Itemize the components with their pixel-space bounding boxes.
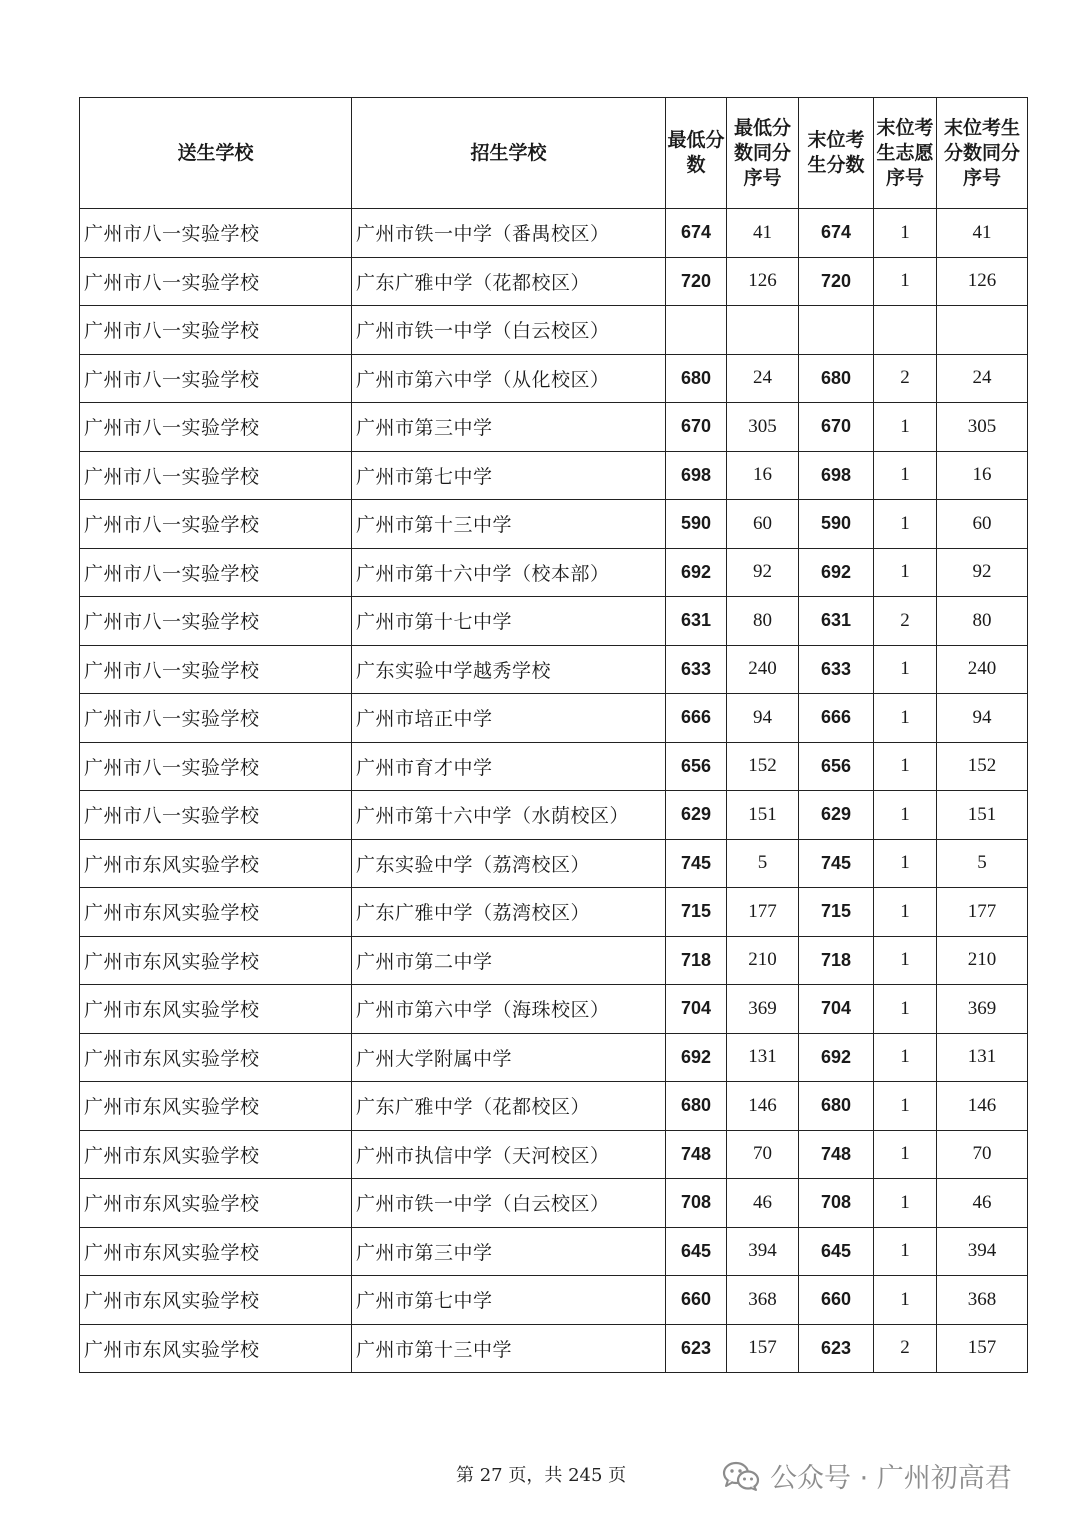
- sending-school-cell: 广州市东风实验学校: [80, 839, 352, 888]
- last-student-choice-rank-cell: 1: [874, 888, 937, 937]
- last-student-tie-rank-cell: 46: [937, 1179, 1028, 1228]
- last-student-tie-rank-cell: 24: [937, 354, 1028, 403]
- admitting-school-cell: 广东广雅中学（花都校区）: [352, 257, 666, 306]
- sending-school-cell: 广州市东风实验学校: [80, 1130, 352, 1179]
- min-score-cell: [666, 306, 727, 355]
- watermark-text: 公众号 · 广州初高君: [770, 1463, 1012, 1494]
- sending-school-cell: 广州市八一实验学校: [80, 597, 352, 646]
- last-student-choice-rank-cell: 1: [874, 257, 937, 306]
- min-score-tie-rank-cell: 177: [727, 888, 799, 937]
- admitting-school-cell: 广州市第三中学: [352, 1227, 666, 1276]
- sending-school-cell: 广州市东风实验学校: [80, 1033, 352, 1082]
- table-row: [80, 1130, 1028, 1179]
- min-score-cell: 674: [666, 209, 727, 258]
- last-student-tie-rank-cell: 369: [937, 985, 1028, 1034]
- sending-school-cell: 广州市东风实验学校: [80, 888, 352, 937]
- last-student-choice-rank-cell: 2: [874, 597, 937, 646]
- min-score-tie-rank-cell: 157: [727, 1324, 799, 1373]
- table-row: [80, 839, 1028, 888]
- last-student-score-cell: 656: [799, 742, 874, 791]
- last-student-score-cell: [799, 306, 874, 355]
- last-student-choice-rank-cell: 1: [874, 791, 937, 840]
- min-score-cell: 680: [666, 1082, 727, 1131]
- table-row: [80, 1276, 1028, 1325]
- admitting-school-cell: 广州市第六中学（海珠校区）: [352, 985, 666, 1034]
- last-student-tie-rank-cell: 70: [937, 1130, 1028, 1179]
- last-student-choice-rank-cell: 1: [874, 1276, 937, 1325]
- last-student-choice-rank-cell: 1: [874, 451, 937, 500]
- admission-score-table: [79, 97, 1028, 1373]
- sending-school-cell: 广州市八一实验学校: [80, 694, 352, 743]
- admitting-school-cell: 广州市第二中学: [352, 936, 666, 985]
- min-score-cell: 660: [666, 1276, 727, 1325]
- table-row: [80, 354, 1028, 403]
- min-score-tie-rank-cell: [727, 306, 799, 355]
- sending-school-cell: 广州市八一实验学校: [80, 742, 352, 791]
- last-student-choice-rank-cell: 1: [874, 403, 937, 452]
- last-student-score-cell: 715: [799, 888, 874, 937]
- last-student-tie-rank-cell: [937, 306, 1028, 355]
- sending-school-cell: 广州市八一实验学校: [80, 791, 352, 840]
- admitting-school-cell: 广州大学附属中学: [352, 1033, 666, 1082]
- table-row: [80, 500, 1028, 549]
- min-score-tie-rank-cell: 126: [727, 257, 799, 306]
- last-student-score-cell: 645: [799, 1227, 874, 1276]
- min-score-tie-rank-cell: 24: [727, 354, 799, 403]
- last-student-tie-rank-cell: 41: [937, 209, 1028, 258]
- admitting-school-cell: 广州市第七中学: [352, 451, 666, 500]
- min-score-tie-rank-cell: 41: [727, 209, 799, 258]
- admitting-school-cell: 广东实验中学越秀学校: [352, 645, 666, 694]
- table-row: [80, 548, 1028, 597]
- last-student-tie-rank-cell: 146: [937, 1082, 1028, 1131]
- last-student-choice-rank-cell: 1: [874, 645, 937, 694]
- last-student-score-cell: 629: [799, 791, 874, 840]
- last-student-tie-rank-cell: 94: [937, 694, 1028, 743]
- last-student-score-cell: 670: [799, 403, 874, 452]
- min-score-tie-rank-cell: 5: [727, 839, 799, 888]
- sending-school-cell: 广州市八一实验学校: [80, 209, 352, 258]
- min-score-tie-rank-cell: 394: [727, 1227, 799, 1276]
- sending-school-cell: 广州市八一实验学校: [80, 257, 352, 306]
- page-number: 第 27 页，共 245 页: [456, 1465, 627, 1486]
- sending-school-cell: 广州市东风实验学校: [80, 1082, 352, 1131]
- last-student-score-cell: 692: [799, 548, 874, 597]
- last-student-choice-rank-cell: 1: [874, 694, 937, 743]
- min-score-cell: 629: [666, 791, 727, 840]
- header-min-score-tie-rank: 最低分数同分序号: [727, 98, 799, 209]
- min-score-cell: 720: [666, 257, 727, 306]
- header-min-score: 最低分数: [666, 98, 727, 209]
- last-student-score-cell: 748: [799, 1130, 874, 1179]
- last-student-tie-rank-cell: 80: [937, 597, 1028, 646]
- header-last-student-score: 末位考生分数: [799, 98, 874, 209]
- watermark: [722, 1456, 1012, 1495]
- sending-school-cell: 广州市东风实验学校: [80, 1179, 352, 1228]
- last-student-tie-rank-cell: 92: [937, 548, 1028, 597]
- last-student-choice-rank-cell: 1: [874, 936, 937, 985]
- last-student-tie-rank-cell: 394: [937, 1227, 1028, 1276]
- last-student-score-cell: 745: [799, 839, 874, 888]
- last-student-tie-rank-cell: 368: [937, 1276, 1028, 1325]
- last-student-score-cell: 704: [799, 985, 874, 1034]
- sending-school-cell: 广州市东风实验学校: [80, 1276, 352, 1325]
- last-student-tie-rank-cell: 152: [937, 742, 1028, 791]
- min-score-cell: 715: [666, 888, 727, 937]
- table-row: [80, 1227, 1028, 1276]
- last-student-score-cell: 674: [799, 209, 874, 258]
- table-row: [80, 936, 1028, 985]
- sending-school-cell: 广州市八一实验学校: [80, 306, 352, 355]
- header-last-student-choice-rank: 末位考生志愿序号: [874, 98, 937, 209]
- admitting-school-cell: 广州市第十七中学: [352, 597, 666, 646]
- last-student-choice-rank-cell: 1: [874, 985, 937, 1034]
- admitting-school-cell: 广州市铁一中学（白云校区）: [352, 306, 666, 355]
- min-score-cell: 704: [666, 985, 727, 1034]
- last-student-tie-rank-cell: 157: [937, 1324, 1028, 1373]
- table-row: [80, 742, 1028, 791]
- min-score-cell: 708: [666, 1179, 727, 1228]
- sending-school-cell: 广州市八一实验学校: [80, 403, 352, 452]
- table-row: [80, 645, 1028, 694]
- last-student-score-cell: 680: [799, 354, 874, 403]
- last-student-choice-rank-cell: 1: [874, 1179, 937, 1228]
- last-student-tie-rank-cell: 177: [937, 888, 1028, 937]
- admitting-school-cell: 广东实验中学（荔湾校区）: [352, 839, 666, 888]
- table-header-row: [80, 98, 1028, 209]
- last-student-tie-rank-cell: 126: [937, 257, 1028, 306]
- last-student-score-cell: 698: [799, 451, 874, 500]
- last-student-score-cell: 633: [799, 645, 874, 694]
- last-student-tie-rank-cell: 60: [937, 500, 1028, 549]
- last-student-choice-rank-cell: 2: [874, 1324, 937, 1373]
- table-row: [80, 888, 1028, 937]
- min-score-cell: 645: [666, 1227, 727, 1276]
- min-score-cell: 633: [666, 645, 727, 694]
- sending-school-cell: 广州市东风实验学校: [80, 1324, 352, 1373]
- min-score-tie-rank-cell: 210: [727, 936, 799, 985]
- header-admitting-school: 招生学校: [352, 98, 666, 209]
- admitting-school-cell: 广州市第十六中学（水荫校区）: [352, 791, 666, 840]
- admitting-school-cell: 广东广雅中学（荔湾校区）: [352, 888, 666, 937]
- table-row: [80, 1033, 1028, 1082]
- table-row: [80, 597, 1028, 646]
- sending-school-cell: 广州市八一实验学校: [80, 645, 352, 694]
- admitting-school-cell: 广州市第七中学: [352, 1276, 666, 1325]
- min-score-tie-rank-cell: 60: [727, 500, 799, 549]
- last-student-choice-rank-cell: 1: [874, 209, 937, 258]
- table-row: [80, 694, 1028, 743]
- min-score-cell: 590: [666, 500, 727, 549]
- last-student-choice-rank-cell: 1: [874, 1227, 937, 1276]
- min-score-tie-rank-cell: 92: [727, 548, 799, 597]
- min-score-tie-rank-cell: 80: [727, 597, 799, 646]
- min-score-cell: 698: [666, 451, 727, 500]
- last-student-tie-rank-cell: 210: [937, 936, 1028, 985]
- min-score-tie-rank-cell: 152: [727, 742, 799, 791]
- sending-school-cell: 广州市八一实验学校: [80, 354, 352, 403]
- last-student-tie-rank-cell: 16: [937, 451, 1028, 500]
- last-student-score-cell: 720: [799, 257, 874, 306]
- table-row: [80, 791, 1028, 840]
- last-student-score-cell: 590: [799, 500, 874, 549]
- table-row: [80, 209, 1028, 258]
- admitting-school-cell: 广州市第六中学（从化校区）: [352, 354, 666, 403]
- last-student-score-cell: 680: [799, 1082, 874, 1131]
- table-row: [80, 1179, 1028, 1228]
- min-score-cell: 670: [666, 403, 727, 452]
- last-student-score-cell: 666: [799, 694, 874, 743]
- last-student-tie-rank-cell: 305: [937, 403, 1028, 452]
- last-student-choice-rank-cell: 1: [874, 500, 937, 549]
- admitting-school-cell: 广州市第十三中学: [352, 500, 666, 549]
- last-student-score-cell: 623: [799, 1324, 874, 1373]
- min-score-cell: 666: [666, 694, 727, 743]
- min-score-tie-rank-cell: 369: [727, 985, 799, 1034]
- last-student-choice-rank-cell: 1: [874, 1130, 937, 1179]
- min-score-tie-rank-cell: 146: [727, 1082, 799, 1131]
- min-score-cell: 692: [666, 1033, 727, 1082]
- last-student-choice-rank-cell: [874, 306, 937, 355]
- last-student-tie-rank-cell: 5: [937, 839, 1028, 888]
- admitting-school-cell: 广州市第十三中学: [352, 1324, 666, 1373]
- table-row: [80, 451, 1028, 500]
- last-student-score-cell: 660: [799, 1276, 874, 1325]
- table-body: [80, 209, 1028, 1373]
- min-score-cell: 631: [666, 597, 727, 646]
- table-row: [80, 306, 1028, 355]
- min-score-cell: 680: [666, 354, 727, 403]
- sending-school-cell: 广州市东风实验学校: [80, 985, 352, 1034]
- table-row: [80, 1082, 1028, 1131]
- admitting-school-cell: 广东广雅中学（花都校区）: [352, 1082, 666, 1131]
- header-sending-school: 送生学校: [80, 98, 352, 209]
- min-score-cell: 623: [666, 1324, 727, 1373]
- last-student-choice-rank-cell: 1: [874, 839, 937, 888]
- last-student-score-cell: 631: [799, 597, 874, 646]
- min-score-cell: 748: [666, 1130, 727, 1179]
- min-score-cell: 656: [666, 742, 727, 791]
- admitting-school-cell: 广州市第三中学: [352, 403, 666, 452]
- min-score-tie-rank-cell: 70: [727, 1130, 799, 1179]
- min-score-tie-rank-cell: 240: [727, 645, 799, 694]
- last-student-choice-rank-cell: 1: [874, 742, 937, 791]
- table-row: [80, 985, 1028, 1034]
- table-row: [80, 1324, 1028, 1373]
- last-student-choice-rank-cell: 1: [874, 548, 937, 597]
- sending-school-cell: 广州市八一实验学校: [80, 451, 352, 500]
- admitting-school-cell: 广州市培正中学: [352, 694, 666, 743]
- min-score-cell: 692: [666, 548, 727, 597]
- admitting-school-cell: 广州市铁一中学（白云校区）: [352, 1179, 666, 1228]
- last-student-score-cell: 718: [799, 936, 874, 985]
- min-score-tie-rank-cell: 94: [727, 694, 799, 743]
- last-student-tie-rank-cell: 131: [937, 1033, 1028, 1082]
- admitting-school-cell: 广州市育才中学: [352, 742, 666, 791]
- sending-school-cell: 广州市东风实验学校: [80, 1227, 352, 1276]
- last-student-tie-rank-cell: 240: [937, 645, 1028, 694]
- last-student-choice-rank-cell: 2: [874, 354, 937, 403]
- min-score-cell: 718: [666, 936, 727, 985]
- last-student-score-cell: 708: [799, 1179, 874, 1228]
- wechat-icon: [722, 1460, 760, 1492]
- last-student-choice-rank-cell: 1: [874, 1033, 937, 1082]
- min-score-tie-rank-cell: 16: [727, 451, 799, 500]
- admitting-school-cell: 广州市铁一中学（番禺校区）: [352, 209, 666, 258]
- min-score-tie-rank-cell: 131: [727, 1033, 799, 1082]
- min-score-cell: 745: [666, 839, 727, 888]
- sending-school-cell: 广州市东风实验学校: [80, 936, 352, 985]
- header-last-student-tie-rank: 末位考生分数同分序号: [937, 98, 1028, 209]
- sending-school-cell: 广州市八一实验学校: [80, 548, 352, 597]
- admitting-school-cell: 广州市执信中学（天河校区）: [352, 1130, 666, 1179]
- min-score-tie-rank-cell: 368: [727, 1276, 799, 1325]
- last-student-score-cell: 692: [799, 1033, 874, 1082]
- sending-school-cell: 广州市八一实验学校: [80, 500, 352, 549]
- min-score-tie-rank-cell: 46: [727, 1179, 799, 1228]
- table-row: [80, 403, 1028, 452]
- last-student-choice-rank-cell: 1: [874, 1082, 937, 1131]
- last-student-tie-rank-cell: 151: [937, 791, 1028, 840]
- min-score-tie-rank-cell: 151: [727, 791, 799, 840]
- min-score-tie-rank-cell: 305: [727, 403, 799, 452]
- admitting-school-cell: 广州市第十六中学（校本部）: [352, 548, 666, 597]
- table-row: [80, 257, 1028, 306]
